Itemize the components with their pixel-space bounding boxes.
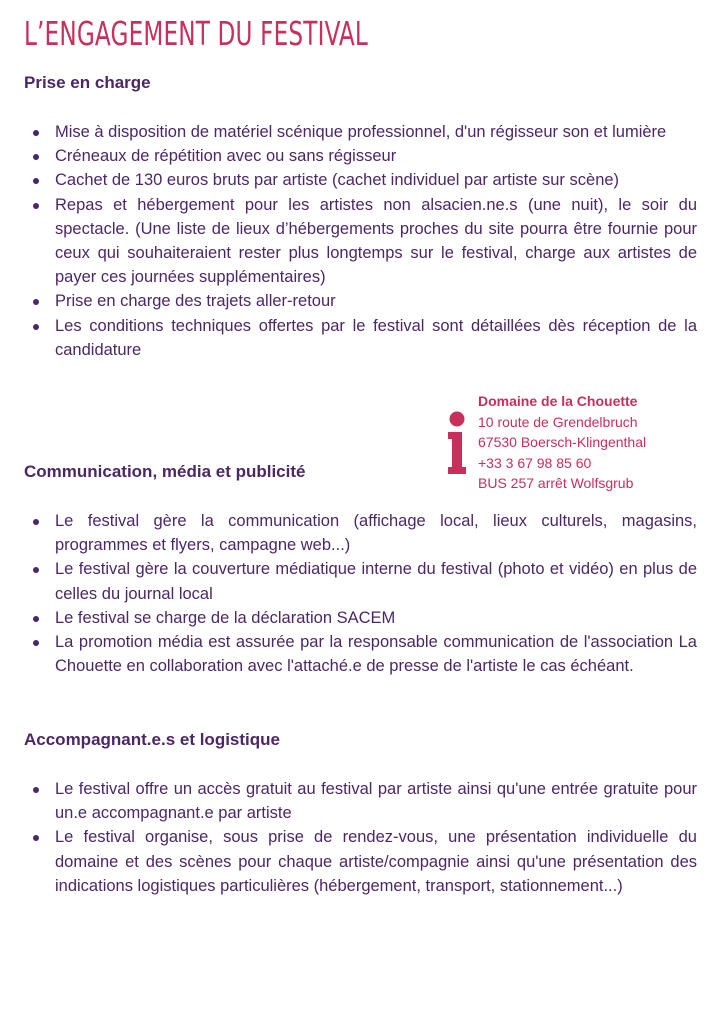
bullet-list-prise-en-charge xyxy=(24,120,697,362)
list-item: Le festival gère la couverture médiatique interne du festival (photo et vidéo) en plus de celles du journal local xyxy=(24,557,697,605)
list-item: Prise en charge des trajets aller-retour xyxy=(24,289,697,313)
section-heading-accompagnants: Accompagnant.e.s et logistique xyxy=(24,730,280,749)
list-item: Le festival offre un accès gratuit au festival par artiste ainsi qu'une entrée gratuite pour un.e accompagnant.e par artiste xyxy=(24,777,697,825)
list-item: Le festival gère la communication (affichage local, lieux culturels, magasins, programmes et flyers, campagne web...) xyxy=(24,509,697,557)
bullet-list-accompagnants xyxy=(24,777,697,898)
list-item: Mise à disposition de matériel scénique professionnel, d'un régisseur son et lumière xyxy=(24,120,697,144)
list-item: Repas et hébergement pour les artistes non alsacien.ne.s (une nuit), le soir du spectacle. (Une liste de lieux d’hébergements proches du site pourra être fournie pour ceux qui souhaiteraient rester plus longtemps sur le festival, charge aux artistes de payer ces journées supplémentaires) xyxy=(24,193,697,290)
bullet-list-communication xyxy=(24,509,697,678)
list-item: Cachet de 130 euros bruts par artiste (cachet individuel par artiste sur scène) xyxy=(24,168,697,192)
list-item: Le festival se charge de la déclaration SACEM xyxy=(24,606,697,630)
page-title: L’ENGAGEMENT DU FESTIVAL xyxy=(24,14,368,53)
info-i-icon xyxy=(446,411,468,476)
contact-info xyxy=(478,391,646,494)
list-item: Les conditions techniques offertes par le festival sont détaillées dès réception de la candidature xyxy=(24,314,697,362)
venue-address: 10 route de Grendelbruch xyxy=(478,413,638,430)
list-item: Le festival organise, sous prise de rendez-vous, une présentation individuelle du domaine et des scènes pour chaque artiste/compagnie ainsi qu'une présentation des indications logistiques particulières (hébergement, transport, stationnement...) xyxy=(24,825,697,898)
venue-bus: BUS 257 arrêt Wolfsgrub xyxy=(478,475,634,491)
section-heading-communication: Communication, média et publicité xyxy=(24,462,306,481)
venue-phone: +33 3 67 98 85 60 xyxy=(478,454,592,471)
list-item: La promotion média est assurée par la responsable communication de l'association La Chouette en collaboration avec l'attaché.e de presse de l'artiste le cas échéant. xyxy=(24,630,697,678)
venue-city: 67530 Boersch-Klingenthal xyxy=(478,434,647,450)
list-item: Créneaux de répétition avec ou sans régisseur xyxy=(24,144,697,168)
venue-name: Domaine de la Chouette xyxy=(478,393,638,409)
section-heading-prise-en-charge: Prise en charge xyxy=(24,73,151,92)
